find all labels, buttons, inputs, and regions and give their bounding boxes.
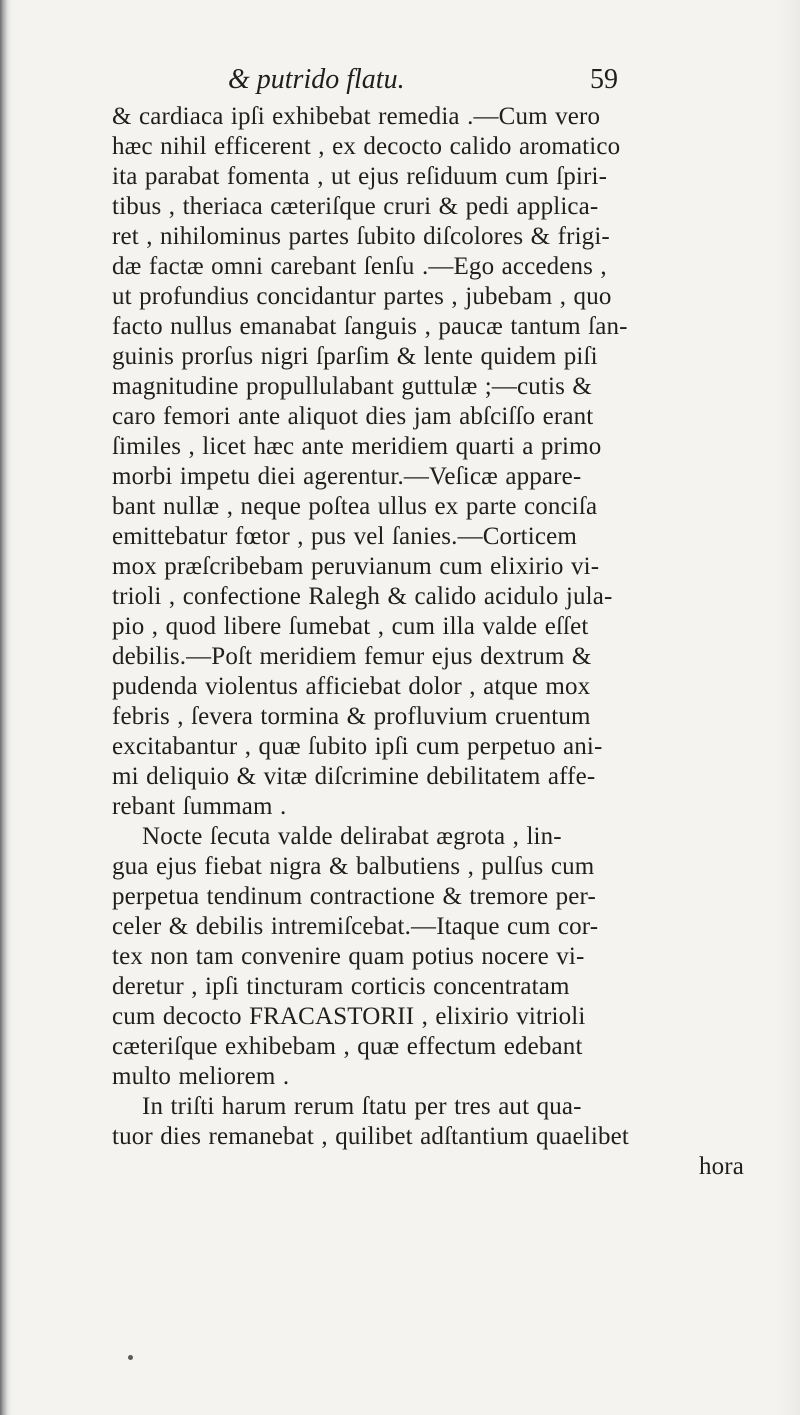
text-line: dæ factæ omni carebant ſenſu .—Ego accedens , <box>112 253 607 280</box>
page-edge <box>778 0 800 1415</box>
text-line: tibus , theriaca cæteriſque cruri & pedi applica- <box>112 193 599 220</box>
text-line: mox præſcribebam peruvianum cum elixirio vi- <box>112 553 600 580</box>
text-line: multo meliorem . <box>112 1063 290 1090</box>
text-line: mi deliquio & vitæ diſcrimine debilitatem affe- <box>112 763 596 790</box>
text-line: guinis prorſus nigri ſparſim & lente quidem piſi <box>112 343 598 370</box>
text-line: hæc nihil efficerent , ex decocto calido aromatico <box>112 133 621 160</box>
text-line: debilis.—Poſt meridiem femur ejus dextrum & <box>112 643 592 670</box>
text-line: gua ejus fiebat nigra & balbutiens , pulſus cum <box>112 853 595 880</box>
catchword: hora <box>698 1153 744 1180</box>
running-title: & putrido flatu. <box>228 64 405 95</box>
paragraph-start-line: Nocte ſecuta valde delirabat ægrota , lin- <box>142 823 562 850</box>
body-text <box>112 102 764 1182</box>
text-line: ret , nihilominus partes ſubito diſcolores & frigi- <box>112 223 610 250</box>
text-line: pudenda violentus afficiebat dolor , atque mox <box>112 673 591 700</box>
text-line: facto nullus emanabat ſanguis , paucæ tantum ſan- <box>112 313 628 340</box>
text-line: deretur , ipſi tincturam corticis concentratam <box>112 973 570 1000</box>
text-line: bant nullæ , neque poſtea ullus ex parte conciſa <box>112 493 598 520</box>
text-line: ita parabat fomenta , ut ejus reſiduum cum ſpiri- <box>112 163 608 190</box>
text-line: emittebatur fœtor , pus vel ſanies.—Corticem <box>112 523 577 550</box>
text-line: caro femori ante aliquot dies jam abſciſſo erant <box>112 403 594 430</box>
text-line: tuor dies remanebat , quilibet adſtantium quaelibet <box>112 1123 629 1150</box>
text-line: ſimiles , licet hæc ante meridiem quarti a primo <box>112 433 602 460</box>
paragraph-start-line: In triſti harum rerum ſtatu per tres aut qua- <box>142 1093 582 1120</box>
binding-gutter <box>0 0 12 1415</box>
text-line: tex non tam convenire quam potius nocere vi- <box>112 943 585 970</box>
page-number: 59 <box>590 64 618 95</box>
text-line: rebant ſummam . <box>112 793 287 820</box>
text-line: ut profundius concidantur partes , jubebam , quo <box>112 283 612 310</box>
text-line: magnitudine propullulabant guttulæ ;—cutis & <box>112 373 592 400</box>
text-line: cum decocto FRACASTORII , elixirio vitrioli <box>112 1003 586 1030</box>
text-line: morbi impetu diei agerentur.—Veſicæ appare- <box>112 463 582 490</box>
text-line: trioli , confectione Ralegh & calido acidulo jula- <box>112 583 613 610</box>
ink-spot <box>128 1355 133 1360</box>
running-header <box>228 64 668 98</box>
text-line: celer & debilis intremiſcebat.—Itaque cum cor- <box>112 913 599 940</box>
text-line: & cardiaca ipſi exhibebat remedia .—Cum vero <box>112 103 601 130</box>
text-line: excitabantur , quæ ſubito ipſi cum perpetuo ani- <box>112 733 603 760</box>
text-line: febris , ſevera tormina & profluvium cruentum <box>112 703 591 730</box>
text-line: pio , quod libere ſumebat , cum illa valde eſſet <box>112 613 589 640</box>
text-line: cæteriſque exhibebam , quæ effectum edebant <box>112 1033 583 1060</box>
text-line: perpetua tendinum contractione & tremore per- <box>112 883 596 910</box>
